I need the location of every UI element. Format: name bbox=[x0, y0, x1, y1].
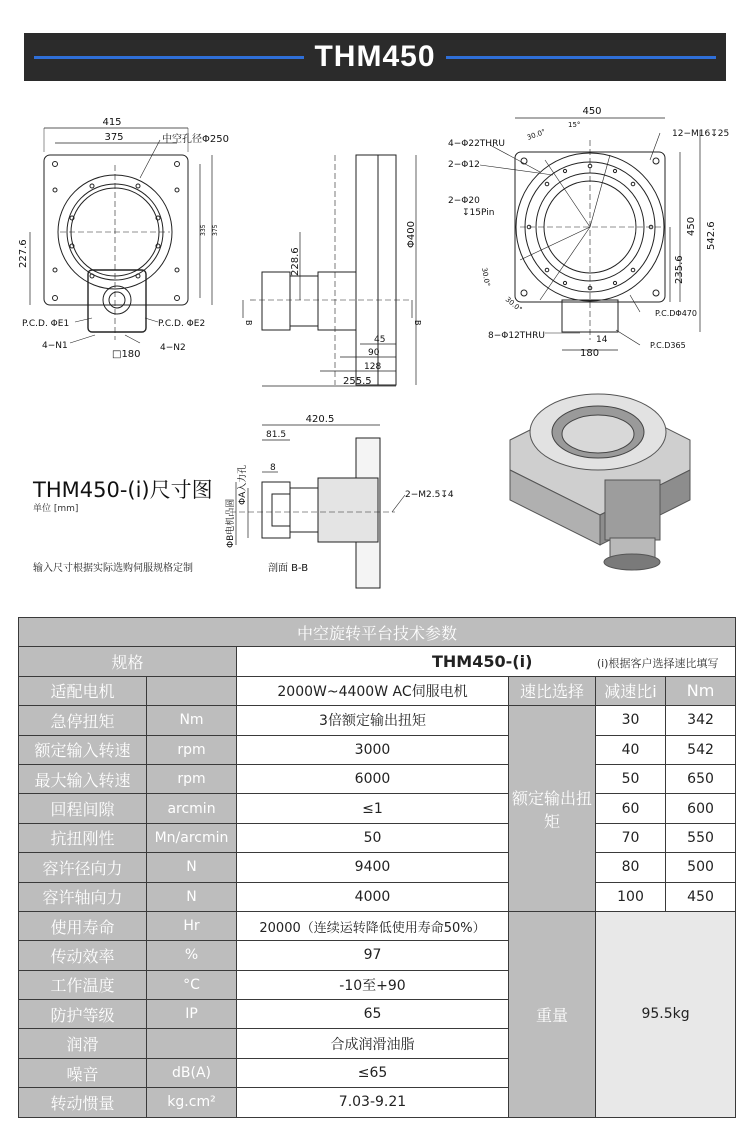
spec-table bbox=[18, 617, 736, 1118]
dim-255: 255.5 bbox=[343, 376, 372, 387]
dim-335: 335 bbox=[200, 224, 207, 236]
param-unit: arcmin bbox=[147, 794, 237, 823]
pcd-470-label: P.C.DΦ470 bbox=[655, 309, 697, 318]
table-row bbox=[19, 882, 736, 911]
dim-415: 415 bbox=[102, 117, 122, 128]
dim-228: 228.6 bbox=[290, 247, 301, 276]
torque-value: 450 bbox=[666, 882, 736, 911]
param-label: 转动惯量 bbox=[19, 1088, 147, 1117]
side-view bbox=[243, 155, 416, 386]
input-note: 输入尺寸根据实际选购伺服规格定制 bbox=[33, 563, 193, 574]
param-unit bbox=[147, 676, 237, 705]
dim-81: 81.5 bbox=[266, 430, 287, 440]
spec-value: THM450-(i) bbox=[432, 652, 533, 672]
dim-542: 542.6 bbox=[706, 221, 717, 250]
param-label: 容许径向力 bbox=[19, 853, 147, 882]
param-value: 6000 bbox=[237, 764, 509, 793]
param-label: 容许轴向力 bbox=[19, 882, 147, 911]
section-mark-right: B bbox=[413, 320, 422, 326]
thru-22-label: 4−Φ22THRU bbox=[448, 139, 505, 149]
dim-45: 45 bbox=[374, 335, 386, 345]
n1-label: 4−N1 bbox=[42, 341, 68, 351]
param-label: 抗扭刚性 bbox=[19, 823, 147, 852]
n2-label: 4−N2 bbox=[160, 343, 186, 353]
dim-400: Φ400 bbox=[406, 221, 417, 248]
param-value: 7.03-9.21 bbox=[237, 1088, 509, 1117]
pin-12-label: 2−Φ12 bbox=[448, 160, 480, 170]
param-label: 工作温度 bbox=[19, 970, 147, 999]
dim-375: 375 bbox=[104, 132, 124, 143]
section-label: 剖面 B-B bbox=[268, 563, 309, 574]
table-row bbox=[19, 706, 736, 735]
param-value: 3倍额定输出扭矩 bbox=[237, 706, 509, 735]
param-unit: Mn/arcmin bbox=[147, 823, 237, 852]
param-label: 防护等级 bbox=[19, 1000, 147, 1029]
param-value: 合成润滑油脂 bbox=[237, 1029, 509, 1058]
weight-value: 95.5kg bbox=[596, 911, 736, 1117]
param-value: -10至+90 bbox=[237, 970, 509, 999]
m16-label: 12−M16↧25 bbox=[672, 129, 730, 139]
angle-30-top: 30.0° bbox=[525, 127, 547, 142]
ratio-value: 60 bbox=[596, 794, 666, 823]
spec-label: 规格 bbox=[19, 647, 237, 676]
table-title-row bbox=[19, 618, 736, 647]
spec-note: (i)根据客户选择速比填写 bbox=[596, 657, 719, 671]
table-row bbox=[19, 794, 736, 823]
param-unit: Hr bbox=[147, 911, 237, 940]
ratio-header: 速比选择 bbox=[509, 676, 596, 705]
isometric-render bbox=[510, 394, 690, 570]
angle-15: 15° bbox=[568, 121, 581, 129]
banner-title: THM450 bbox=[314, 40, 436, 73]
dim-90: 90 bbox=[368, 348, 380, 358]
pin-depth-label: ↧15Pin bbox=[462, 208, 495, 218]
param-label: 急停扭矩 bbox=[19, 706, 147, 735]
param-value: 2000W~4400W AC伺服电机 bbox=[237, 676, 509, 705]
unit-label: 单位 [mm] bbox=[33, 504, 79, 514]
spec-table-body bbox=[19, 618, 736, 1118]
param-label: 使用寿命 bbox=[19, 911, 147, 940]
table-row bbox=[19, 764, 736, 793]
param-value: 3000 bbox=[237, 735, 509, 764]
thru-12-label: 8−Φ12THRU bbox=[488, 331, 545, 341]
pcd-365-label: P.C.D365 bbox=[650, 341, 686, 350]
table-row bbox=[19, 823, 736, 852]
param-value: 4000 bbox=[237, 882, 509, 911]
phi-b-label: ΦB电机凸圆 bbox=[226, 498, 236, 548]
table-row bbox=[19, 735, 736, 764]
ratio-value: 70 bbox=[596, 823, 666, 852]
spec-value-cell bbox=[237, 647, 736, 676]
param-label: 润滑 bbox=[19, 1029, 147, 1058]
param-label: 噪音 bbox=[19, 1058, 147, 1087]
param-unit: kg.cm² bbox=[147, 1088, 237, 1117]
param-label: 适配电机 bbox=[19, 676, 147, 705]
param-label: 回程间隙 bbox=[19, 794, 147, 823]
angle-30-left: 30.0° bbox=[480, 266, 492, 288]
param-label: 额定输入转速 bbox=[19, 735, 147, 764]
technical-drawings bbox=[0, 95, 750, 595]
param-label: 最大输入转速 bbox=[19, 764, 147, 793]
param-value: 65 bbox=[237, 1000, 509, 1029]
param-label: 传动效率 bbox=[19, 941, 147, 970]
section-mark-left: B bbox=[244, 320, 253, 326]
param-unit: rpm bbox=[147, 764, 237, 793]
param-value: ≤1 bbox=[237, 794, 509, 823]
drawing-canvas bbox=[0, 95, 750, 595]
table-row bbox=[19, 676, 736, 705]
param-unit bbox=[147, 1029, 237, 1058]
weight-label: 重量 bbox=[509, 911, 596, 1117]
dim-8: 8 bbox=[270, 463, 276, 473]
param-unit: rpm bbox=[147, 735, 237, 764]
angle-30-bottom: 30.0° bbox=[503, 295, 524, 314]
param-value: 50 bbox=[237, 823, 509, 852]
torque-value: 600 bbox=[666, 794, 736, 823]
dim-375-vertical: 375 bbox=[212, 224, 219, 236]
dim-235: 235.6 bbox=[674, 255, 685, 284]
front-view bbox=[30, 128, 212, 343]
param-unit: % bbox=[147, 941, 237, 970]
ratio-value: 40 bbox=[596, 735, 666, 764]
pin-20-label: 2−Φ20 bbox=[448, 196, 480, 206]
table-title: 中空旋转平台技术参数 bbox=[19, 618, 736, 647]
dim-128: 128 bbox=[364, 362, 382, 372]
model-title: THM450-(i)尺寸图 bbox=[33, 478, 213, 502]
param-value: 9400 bbox=[237, 853, 509, 882]
table-row bbox=[19, 853, 736, 882]
pcd-e1-label: P.C.D. ΦE1 bbox=[22, 319, 70, 329]
dim-227: 227.6 bbox=[18, 239, 29, 268]
pcd-e2-label: P.C.D. ΦE2 bbox=[158, 319, 206, 329]
param-unit: dB(A) bbox=[147, 1058, 237, 1087]
ratio-value: 100 bbox=[596, 882, 666, 911]
torque-value: 550 bbox=[666, 823, 736, 852]
ratio-value: 30 bbox=[596, 706, 666, 735]
param-value: 97 bbox=[237, 941, 509, 970]
ratio-value: 80 bbox=[596, 853, 666, 882]
dim-450-vertical: 450 bbox=[686, 216, 697, 236]
m2-label: 2−M2.5↧4 bbox=[405, 490, 454, 500]
spec-row bbox=[19, 647, 736, 676]
param-unit: N bbox=[147, 853, 237, 882]
dim-14: 14 bbox=[596, 335, 608, 345]
title-banner bbox=[24, 33, 726, 81]
dim-420: 420.5 bbox=[305, 414, 335, 425]
param-value: 20000（连续运转降低使用寿命50%） bbox=[237, 911, 509, 940]
hollow-bore-label: 中空孔径Φ250 bbox=[162, 134, 229, 145]
torque-value: 500 bbox=[666, 853, 736, 882]
param-unit: Nm bbox=[147, 706, 237, 735]
section-view bbox=[230, 425, 405, 588]
torque-value: 650 bbox=[666, 764, 736, 793]
square-180-label: □180 bbox=[112, 349, 141, 360]
phi-a-label: ΦA入力孔 bbox=[238, 464, 248, 505]
dim-180: 180 bbox=[580, 348, 600, 359]
param-unit: IP bbox=[147, 1000, 237, 1029]
param-value: ≤65 bbox=[237, 1058, 509, 1087]
rated-torque-group: 额定输出扭矩 bbox=[509, 706, 596, 912]
torque-value: 542 bbox=[666, 735, 736, 764]
ratio-column-header: 减速比i bbox=[596, 676, 666, 705]
ratio-value: 50 bbox=[596, 764, 666, 793]
param-unit: N bbox=[147, 882, 237, 911]
nm-column-header: Nm bbox=[666, 676, 736, 705]
param-unit: °C bbox=[147, 970, 237, 999]
torque-value: 342 bbox=[666, 706, 736, 735]
table-row bbox=[19, 911, 736, 940]
dim-450: 450 bbox=[582, 106, 602, 117]
